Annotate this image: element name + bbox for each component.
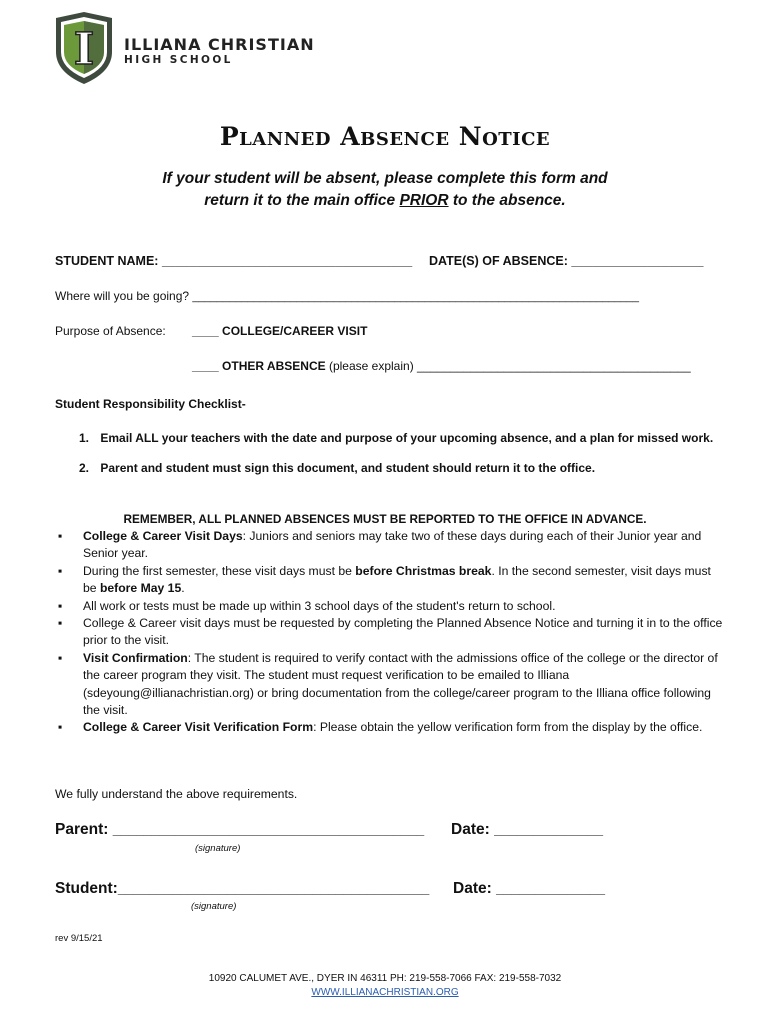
checklist-heading: Student Responsibility Checklist- bbox=[55, 397, 246, 411]
parent-date-field bbox=[451, 821, 603, 839]
option-college-visit[interactable] bbox=[192, 324, 367, 338]
prior-emphasis: PRIOR bbox=[399, 192, 449, 209]
student-name-label: STUDENT NAME: bbox=[55, 254, 159, 268]
revision-date: rev 9/15/21 bbox=[55, 933, 103, 944]
remember-notice: REMEMBER, ALL PLANNED ABSENCES MUST BE REPORTED TO THE OFFICE IN ADVANCE. bbox=[123, 512, 647, 526]
info-bullet-confirmation: Visit Confirmation: The student is required to verify contact with the admissions office of the college or the director of the career program they visit. The student must request verification to be emailed to Illiana (sdeyoung@illianachristian.org) or bring documentation from the college/career program to the Illiana office following the visit. bbox=[83, 651, 718, 718]
parent-signature-hint: (signature) bbox=[195, 843, 241, 854]
destination-field bbox=[55, 289, 639, 303]
checklist-item bbox=[79, 461, 595, 475]
checklist-item-number: 1. bbox=[79, 431, 90, 445]
acknowledgement-text: We fully understand the above requirements. bbox=[55, 787, 298, 801]
destination-label: Where will you be going? bbox=[55, 289, 190, 303]
parent-date-label: Date: bbox=[451, 821, 490, 838]
student-label: Student: bbox=[55, 880, 118, 897]
other-absence-line: _________________________________________ bbox=[417, 359, 691, 373]
logo-letter: I bbox=[73, 24, 95, 75]
bullet-marker: ▪ bbox=[58, 651, 63, 665]
checklist-item-text: Parent and student must sign this document, and student should return it to the office. bbox=[100, 461, 596, 475]
info-bullet-deadlines: During the first semester, these visit days must be before Christmas break. In the second semester, visit days must be before May 15. bbox=[83, 564, 711, 596]
info-bullet-request: College & Career visit days must be requested by completing the Planned Absence Notice and turning it in to the office prior to the visit. bbox=[83, 616, 723, 648]
school-logo bbox=[54, 12, 114, 84]
website-link[interactable]: WWW.ILLIANACHRISTIAN.ORG bbox=[311, 987, 459, 998]
college-visit-label: COLLEGE/CAREER VISIT bbox=[222, 324, 368, 338]
info-bullet-verification-form: College & Career Visit Verification Form: Please obtain the yellow verification form from the display by the office. bbox=[83, 720, 703, 734]
checklist-item-text: Email ALL your teachers with the date and purpose of your upcoming absence, and a plan for missed work. bbox=[100, 431, 714, 445]
bullet-marker: ▪ bbox=[58, 616, 63, 630]
student-name-field bbox=[55, 254, 412, 268]
destination-line[interactable]: _________________________________________________________________________ bbox=[192, 291, 640, 303]
bullet-marker: ▪ bbox=[58, 599, 63, 613]
instructions-line-1: If your student will be absent, please complete this form and bbox=[162, 170, 608, 187]
other-absence-blank: ____ bbox=[192, 359, 219, 373]
absence-dates-line[interactable]: ___________________ bbox=[571, 254, 704, 268]
student-signature-hint: (signature) bbox=[191, 901, 237, 912]
info-bullet-makeup-work: All work or tests must be made up within 3 school days of the student's return to school. bbox=[83, 599, 556, 613]
info-bullet-visit-days: College & Career Visit Days: Juniors and seniors may take two of these days during each of their Junior year and Senior year. bbox=[83, 529, 702, 561]
parent-signature-field bbox=[55, 821, 424, 839]
student-signature-field bbox=[55, 880, 429, 898]
school-name: ILLIANA CHRISTIAN bbox=[124, 35, 315, 54]
student-date-line[interactable]: ______________ bbox=[496, 880, 606, 896]
instructions bbox=[0, 168, 770, 212]
student-date-label: Date: bbox=[453, 880, 492, 897]
other-absence-explain: (please explain) bbox=[328, 359, 414, 373]
student-signature-line[interactable]: ________________________________________ bbox=[117, 880, 430, 896]
bullet-marker: ▪ bbox=[58, 564, 63, 578]
bullet-marker: ▪ bbox=[58, 529, 63, 543]
absence-dates-field bbox=[429, 254, 703, 268]
page-title: Planned Absence Notice bbox=[219, 122, 551, 151]
student-date-field bbox=[453, 880, 605, 898]
instructions-line-2: return it to the main office PRIOR to the absence. bbox=[204, 192, 566, 209]
purpose-label: Purpose of Absence: bbox=[55, 324, 166, 338]
absence-dates-label: DATE(S) OF ABSENCE: bbox=[429, 254, 568, 268]
parent-label: Parent: bbox=[55, 821, 109, 838]
student-name-line[interactable]: ____________________________________ bbox=[161, 254, 413, 268]
footer-address: 10920 CALUMET AVE., DYER IN 46311 PH: 219-558-7066 FAX: 219-558-7032 bbox=[208, 973, 562, 984]
college-visit-blank: ____ bbox=[192, 324, 219, 338]
parent-date-line[interactable]: ______________ bbox=[494, 821, 604, 837]
parent-signature-line[interactable]: ________________________________________ bbox=[112, 821, 425, 837]
bullet-marker: ▪ bbox=[58, 720, 63, 734]
option-other-absence[interactable] bbox=[192, 359, 691, 373]
checklist-item-number: 2. bbox=[79, 461, 90, 475]
other-absence-label: OTHER ABSENCE bbox=[222, 359, 326, 373]
school-subtitle: HIGH SCHOOL bbox=[124, 54, 233, 66]
checklist-item bbox=[79, 431, 713, 445]
